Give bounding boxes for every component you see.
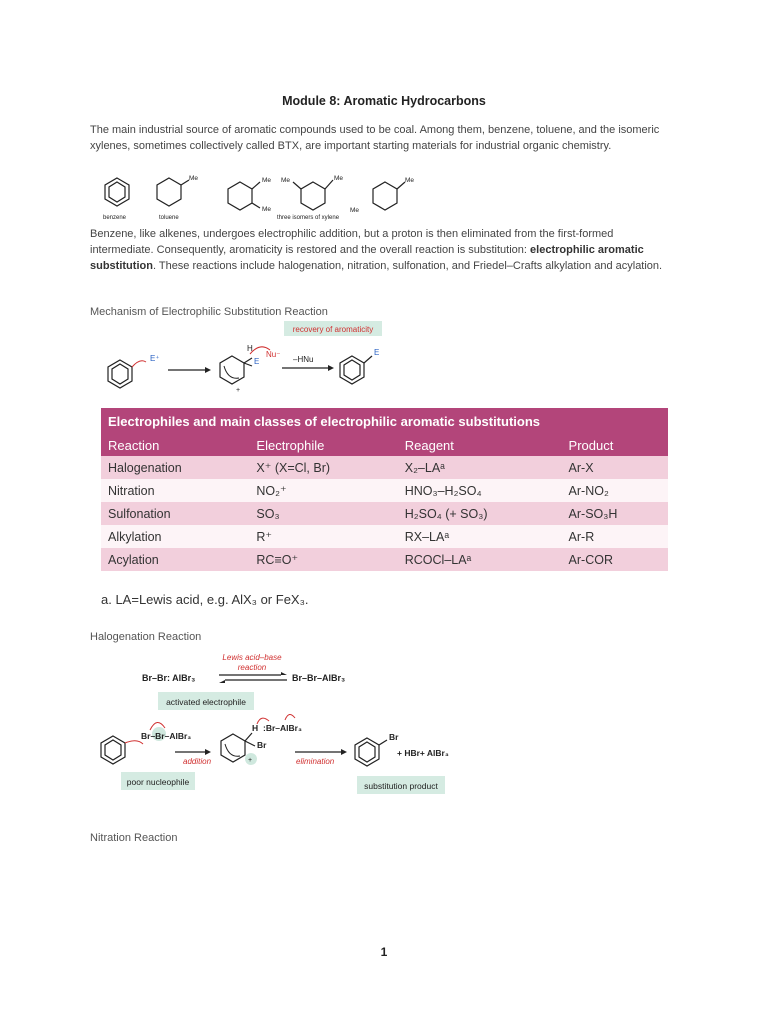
- svg-text:Br–Br: AlBr₃: Br–Br: AlBr₃: [142, 673, 196, 683]
- svg-text:–HNu: –HNu: [293, 355, 314, 364]
- svg-text:Me: Me: [262, 177, 272, 184]
- svg-text:E⁺: E⁺: [150, 354, 160, 363]
- svg-text:reaction: reaction: [237, 663, 267, 672]
- svg-text:+: +: [236, 387, 241, 393]
- svg-text:poor nucleophile: poor nucleophile: [126, 777, 190, 787]
- mechanism-heading: Mechanism of Electrophilic Substitution Reaction: [90, 306, 328, 318]
- svg-text:Me: Me: [189, 175, 199, 182]
- svg-text:Me: Me: [262, 206, 272, 213]
- sigma-complex: [220, 356, 252, 384]
- benzene-label: benzene: [103, 215, 127, 221]
- table-row: Sulfonation SO₃ H₂SO₄ (+ SO₃) Ar-SO₃H: [101, 502, 668, 525]
- col-header: Reagent: [398, 434, 562, 456]
- btx-figure: [95, 170, 425, 226]
- col-header: Electrophile: [249, 434, 397, 456]
- xylene-label: three isomers of xylene: [277, 215, 340, 221]
- table-row: Acylation RC≡O⁺ RCOCl–LAᵃ Ar-COR: [101, 548, 668, 571]
- m-xylene-structure: [293, 180, 333, 210]
- page-title: Module 8: Aromatic Hydrocarbons: [282, 94, 486, 108]
- col-header: Reaction: [101, 434, 249, 456]
- col-header: Product: [562, 434, 668, 456]
- bromobenzene-product: [355, 738, 387, 766]
- svg-text:H: H: [252, 723, 259, 733]
- svg-text:E: E: [374, 348, 380, 357]
- halogenation-scheme: [95, 648, 475, 798]
- benzene-reactant: [108, 360, 132, 388]
- svg-text:Me: Me: [350, 207, 360, 214]
- svg-text:recovery of aromaticity: recovery of aromaticity: [292, 325, 374, 334]
- toluene-label: toluene: [159, 215, 179, 221]
- nitration-heading: Nitration Reaction: [90, 832, 178, 844]
- svg-text:+ HBr+ AlBr₃: + HBr+ AlBr₃: [397, 748, 449, 758]
- benzene-reactant: [101, 736, 125, 764]
- svg-text:+: +: [248, 757, 253, 764]
- substituted-benzene: [340, 356, 372, 384]
- svg-text:Br: Br: [257, 740, 267, 750]
- svg-text:Br: Br: [389, 732, 399, 742]
- svg-text:Me: Me: [281, 177, 291, 184]
- table-row: Alkylation R⁺ RX–LAᵃ Ar-R: [101, 525, 668, 548]
- svg-text:elimination: elimination: [296, 757, 335, 766]
- benzene-structure: [105, 178, 129, 206]
- table-footnote: a. LA=Lewis acid, e.g. AlX₃ or FeX₃.: [101, 592, 309, 607]
- p-xylene-structure: [373, 182, 405, 210]
- svg-text:substitution product: substitution product: [364, 781, 438, 791]
- svg-text:Me: Me: [405, 177, 415, 184]
- substitution-paragraph: Benzene, like alkenes, undergoes electrophilic addition, but a proton is then eliminated from the first-formed intermediate. Consequently, aromaticity is restored and the overall reaction is substitution: electrophilic aromatic substitution. These reactions include halogenation, nitration, sulfonation, and Friedel–Crafts alkylation and acylation.: [90, 228, 663, 272]
- table-row: Halogenation X⁺ (X=Cl, Br) X₂–LAᵃ Ar-X: [101, 456, 668, 479]
- electrophile-table: [101, 408, 668, 571]
- svg-text:Me: Me: [334, 175, 344, 182]
- svg-text:addition: addition: [183, 757, 212, 766]
- intro-paragraph: The main industrial source of aromatic compounds used to be coal. Among them, benzene, toluene, and the isomeric xylenes, sometimes collectively called BTX, are important starting materials for industrial organic chemistry.: [90, 124, 660, 152]
- page-number: 1: [380, 945, 388, 959]
- svg-text:Lewis acid–base: Lewis acid–base: [222, 653, 282, 662]
- svg-text:Br–Br–AlBr₃: Br–Br–AlBr₃: [292, 673, 346, 683]
- svg-text:H: H: [247, 344, 253, 353]
- svg-text:E: E: [254, 357, 260, 366]
- svg-text:Br–Br–AlBr₃: Br–Br–AlBr₃: [141, 731, 192, 741]
- halogenation-heading: Halogenation Reaction: [90, 631, 202, 643]
- table-row: Nitration NO₂⁺ HNO₃–H₂SO₄ Ar-NO₂: [101, 479, 668, 502]
- svg-text::Br–AlBr₃: :Br–AlBr₃: [263, 723, 302, 733]
- o-xylene-structure: [228, 182, 260, 210]
- svg-text:Nu⁻: Nu⁻: [266, 350, 281, 359]
- svg-text:activated electrophile: activated electrophile: [166, 697, 246, 707]
- toluene-structure: [157, 178, 189, 206]
- table-caption: Electrophiles and main classes of electrophilic aromatic substitutions: [101, 408, 668, 434]
- mechanism-scheme: [100, 318, 400, 393]
